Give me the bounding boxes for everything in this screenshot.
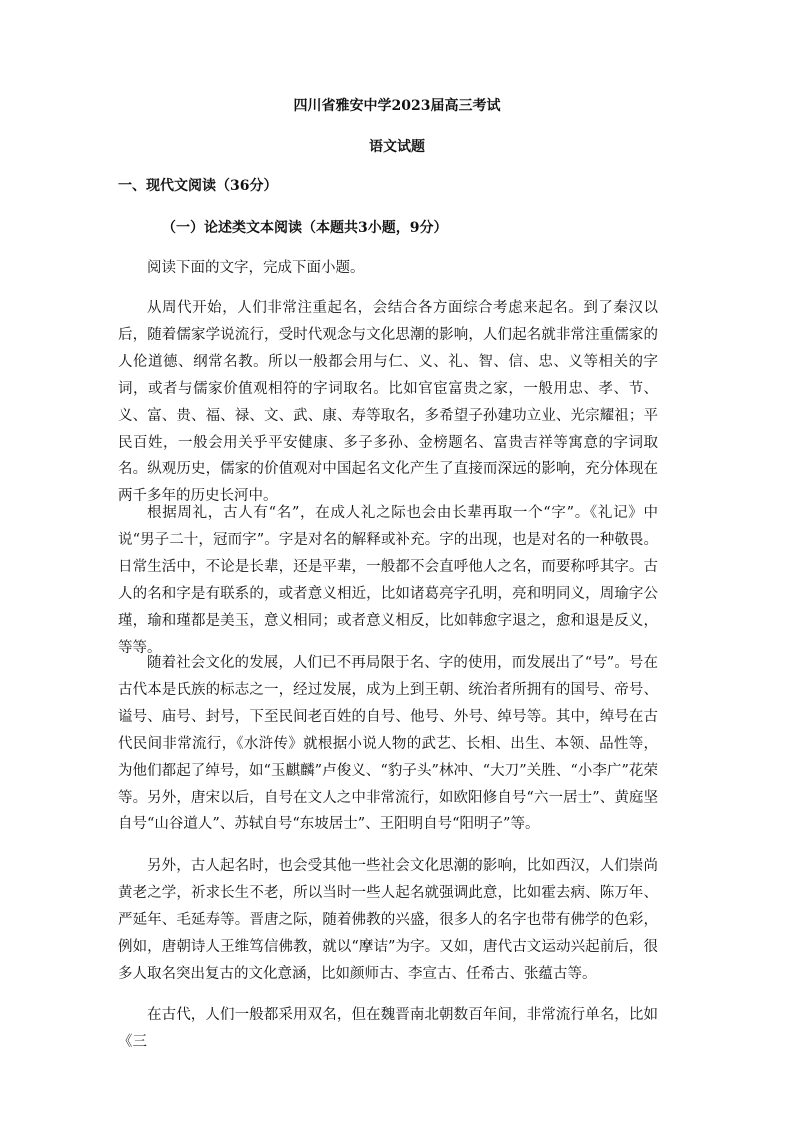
section-heading: 一、现代文阅读（36分） [118, 178, 278, 194]
paragraph-5: 在古代，人们一般都采用双名，但在魏晋南北朝数百年间，非常流行单名，比如《三 [118, 1007, 658, 1050]
paragraph-4: 另外，古人起名时，也会受其他一些社会文化思潮的影响，比如西汉，人们崇尚黄老之学，祈求长生不老，所以当时一些人起名就强调此意，比如霍去病、陈万年、严延年、毛延寿等。晋唐之际，随着佛教的兴盛，很多人的名字也带有佛学的色彩，例如，唐朝诗人王维笃信佛教，就以“摩诘”为字。又如，唐代古文运动兴起前后，很多人取名突出复古的文化意涵，比如颜师古、李宣古、任希古、张蕴古等。 [118, 858, 658, 982]
subsection-heading: （一）论述类文本阅读（本题共3小题，9分） [162, 220, 448, 236]
reading-instruction: 阅读下面的文字，完成下面小题。 [147, 260, 365, 276]
document-title: 四川省雅安中学2023届高三考试 [293, 98, 501, 114]
subject-title: 语文试题 [369, 139, 425, 155]
paragraph-1: 从周代开始，人们非常注重起名，会结合各方面综合考虑来起名。到了秦汉以后，随着儒家学说流行，受时代观念与文化思潮的影响，人们起名就非常注重儒家的人伦道德、纲常名教。所以一般都会用与仁、义、礼、智、信、忠、义等相关的字词，或者与儒家价值观相符的字词取名。比如官宦富贵之家，一般用忠、孝、节、义、富、贵、福、禄、文、武、康、寿等取名，多希望子孙建功立业、光宗耀祖；平民百姓，一般会用关乎平安健康、多子多孙、金榜题名、富贵吉祥等寓意的字词取名。纵观历史，儒家的价值观对中国起名文化产生了直接而深远的影响，充分体现在两千多年的历史长河中。 [118, 300, 658, 505]
paragraph-2: 根据周礼，古人有“名”，在成人礼之际也会由长辈再取一个“字”。《礼记》中说“男子二十，冠而字”。字是对名的解释或补充。字的出现，也是对名的一种敬畏。日常生活中，不论是长辈，还是平辈，一般都不会直呼他人之名，而要称呼其字。古人的名和字是有联系的，或者意义相近，比如诸葛亮字孔明，亮和明同义，周瑜字公瑾，瑜和瑾都是美玉，意义相同；或者意义相反，比如韩愈字退之，愈和退是反义，等等。 [118, 505, 658, 656]
paragraph-3: 随着社会文化的发展，人们已不再局限于名、字的使用，而发展出了“号”。号在古代本是氏族的标志之一，经过发展，成为上到王朝、统治者所拥有的国号、帝号、谥号、庙号、封号，下至民间老百姓的自号、他号、外号、绰号等。其中，绰号在古代民间非常流行，《水浒传》就根据小说人物的武艺、长相、出生、本领、品性等，为他们都起了绰号，如“玉麒麟”卢俊义、“豹子头”林冲、“大刀”关胜、“小李广”花荣等。另外，唐宋以后，自号在文人之中非常流行，如欧阳修自号“六一居士”、黄庭坚自号“山谷道人”、苏轼自号“东坡居士”、王阳明自号“阳明子”等。 [118, 655, 658, 833]
